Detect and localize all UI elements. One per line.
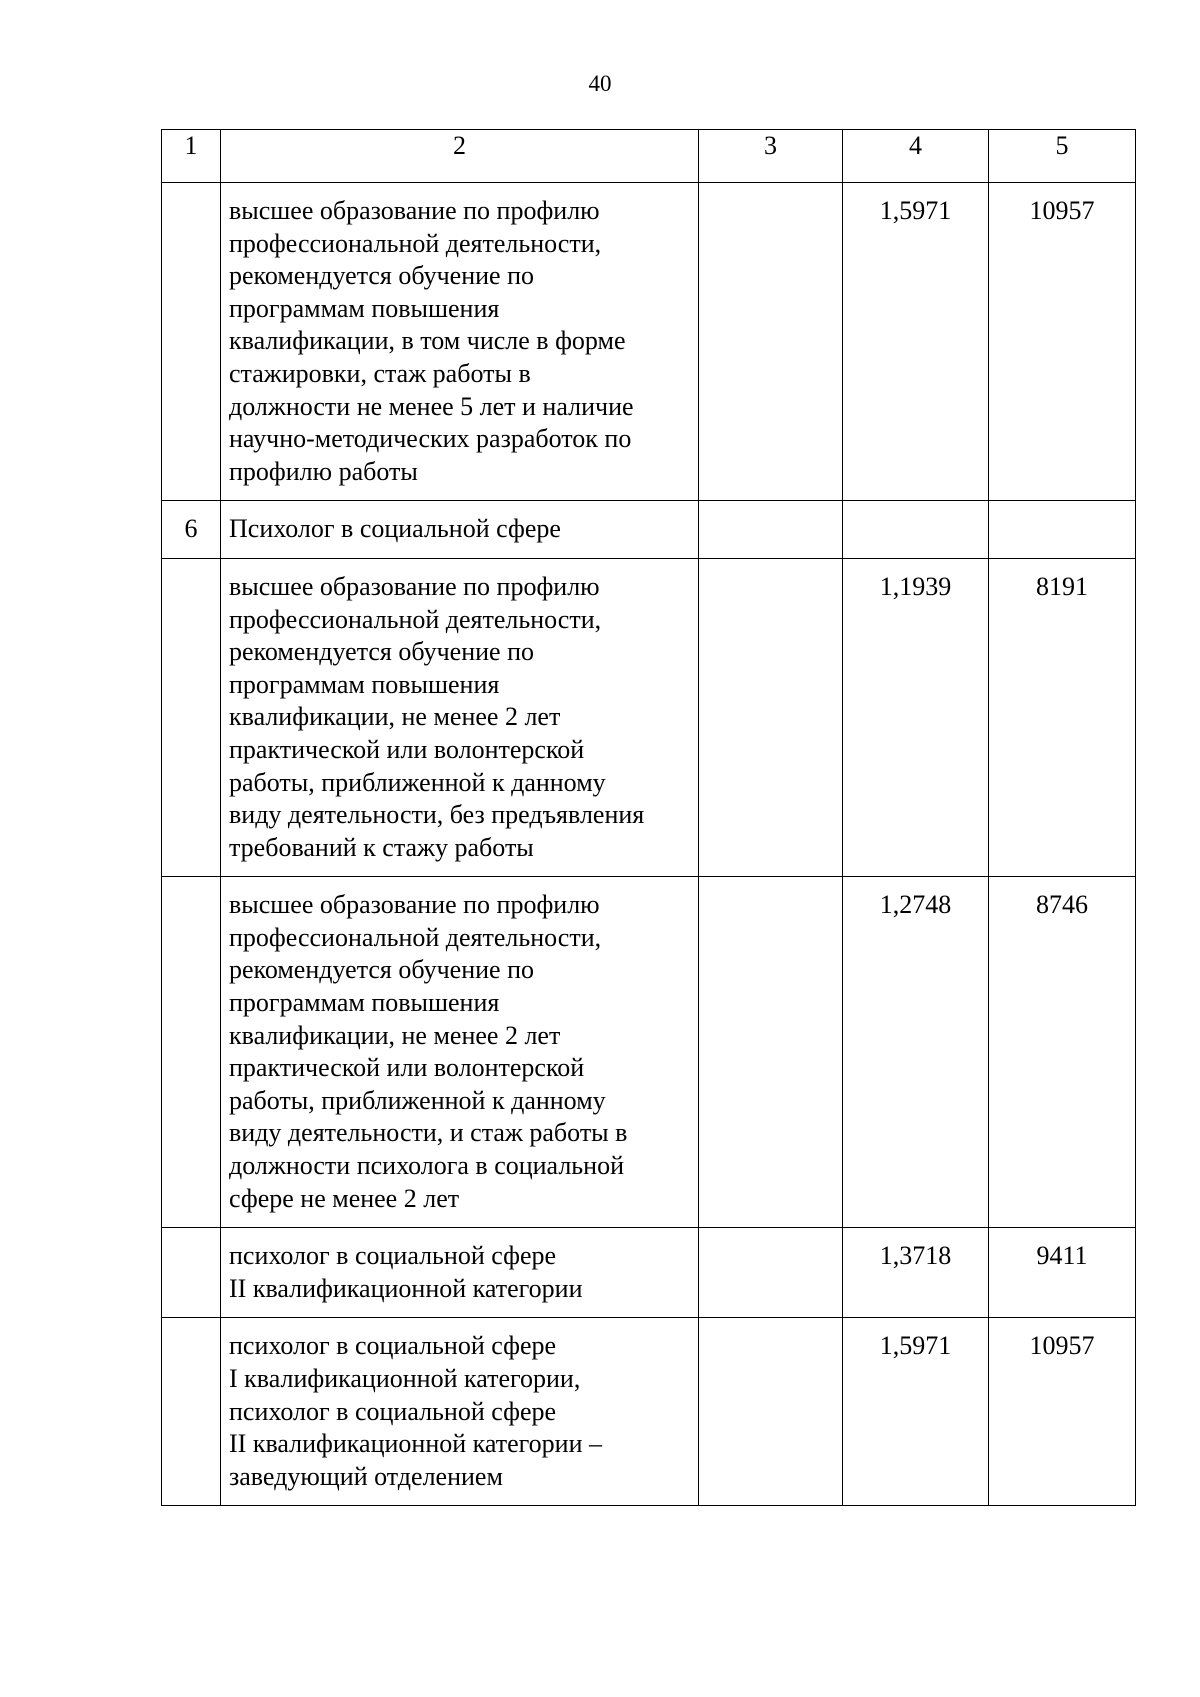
coefficient-cell	[843, 501, 989, 559]
table-header-row	[162, 130, 1136, 183]
salary-table	[161, 129, 1136, 1506]
salary-cell	[989, 501, 1136, 559]
salary-cell: 10957	[989, 183, 1136, 501]
row-number-cell	[162, 558, 221, 876]
header-cell-4: 4	[843, 130, 989, 183]
row-number-cell	[162, 877, 221, 1228]
salary-cell: 8191	[989, 558, 1136, 876]
column-3-cell	[699, 1318, 843, 1506]
coefficient-cell: 1,2748	[843, 877, 989, 1228]
header-cell-1: 1	[162, 130, 221, 183]
coefficient-cell: 1,1939	[843, 558, 989, 876]
position-title-cell: Психолог в социальной сфере	[221, 501, 699, 559]
coefficient-cell: 1,3718	[843, 1228, 989, 1318]
column-3-cell	[699, 183, 843, 501]
row-number-cell	[162, 183, 221, 501]
requirements-cell: высшее образование по профилю профессиональной деятельности, рекомендуется обучение по программам повышения квалификации, не менее 2 лет практической или волонтерской работы, приближенной к данному виду деятельности, без предъявления требований к стажу работы	[221, 558, 699, 876]
requirements-cell: психолог в социальной сфере II квалификационной категории	[221, 1228, 699, 1318]
header-cell-5: 5	[989, 130, 1136, 183]
salary-cell: 10957	[989, 1318, 1136, 1506]
table-row	[162, 1318, 1136, 1506]
column-3-cell	[699, 558, 843, 876]
table-row	[162, 501, 1136, 559]
requirements-cell: высшее образование по профилю профессиональной деятельности, рекомендуется обучение по программам повышения квалификации, не менее 2 лет практической или волонтерской работы, приближенной к данному виду деятельности, и стаж работы в должности психолога в социальной сфере не менее 2 лет	[221, 877, 699, 1228]
table-row	[162, 877, 1136, 1228]
table-row	[162, 183, 1136, 501]
table-row	[162, 558, 1136, 876]
page-number: 40	[588, 71, 612, 96]
salary-cell: 9411	[989, 1228, 1136, 1318]
table-row	[162, 1228, 1136, 1318]
row-number-cell	[162, 1228, 221, 1318]
requirements-cell: высшее образование по профилю профессиональной деятельности, рекомендуется обучение по программам повышения квалификации, в том числе в форме стажировки, стаж работы в должности не менее 5 лет и наличие научно-методических разработок по профилю работы	[221, 183, 699, 501]
column-3-cell	[699, 501, 843, 559]
row-number-cell	[162, 1318, 221, 1506]
header-cell-2: 2	[221, 130, 699, 183]
coefficient-cell: 1,5971	[843, 1318, 989, 1506]
row-number-cell: 6	[162, 501, 221, 559]
salary-cell: 8746	[989, 877, 1136, 1228]
column-3-cell	[699, 1228, 843, 1318]
column-3-cell	[699, 877, 843, 1228]
header-cell-3: 3	[699, 130, 843, 183]
requirements-cell: психолог в социальной сфере I квалификационной категории, психолог в социальной сфере II квалификационной категории – заведующий отделением	[221, 1318, 699, 1506]
coefficient-cell: 1,5971	[843, 183, 989, 501]
